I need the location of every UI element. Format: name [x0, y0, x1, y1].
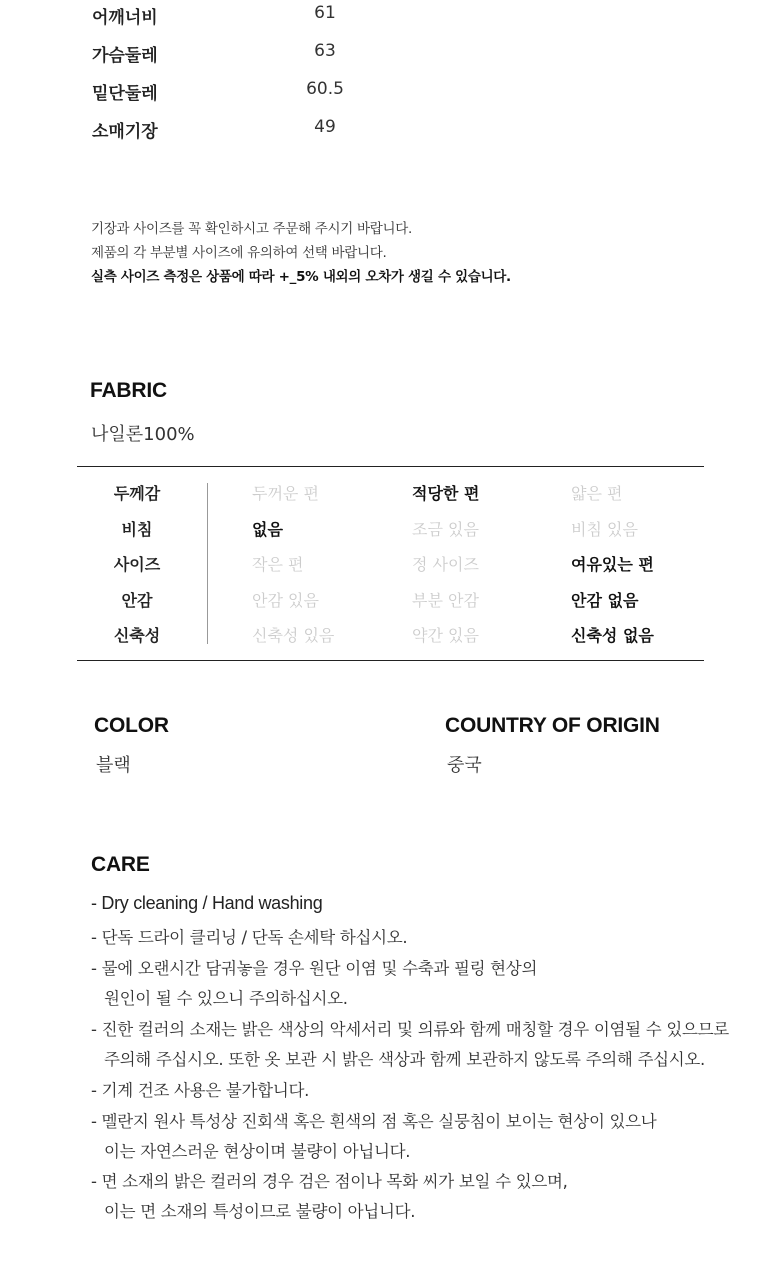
origin-value: 중국 [447, 755, 482, 776]
size-note-warning: 실측 사이즈 측정은 상품에 따라 +_5% 내외의 오차가 생길 수 있습니다. [91, 269, 511, 285]
measurement-label: 가슴둘레 [92, 46, 158, 66]
measurement-label: 소매기장 [92, 122, 158, 142]
property-option: 얇은 편 [571, 484, 623, 503]
property-option: 두꺼운 편 [252, 484, 319, 503]
property-label-lining: 안감 [121, 591, 153, 610]
grid-top-rule [77, 466, 704, 467]
care-line: 이는 자연스러운 현상이며 불량이 아닙니다. [104, 1142, 411, 1161]
size-note: 제품의 각 부분별 사이즈에 유의하여 선택 바랍니다. [91, 245, 387, 261]
color-value: 블랙 [96, 755, 131, 776]
property-option-selected: 여유있는 편 [571, 555, 654, 574]
property-label-size: 사이즈 [113, 555, 161, 574]
property-option-selected: 안감 없음 [571, 591, 639, 610]
grid-bottom-rule [77, 660, 704, 661]
care-line: 주의해 주십시오. 또한 옷 보관 시 밝은 색상과 함께 보관하지 않도록 주의해 주십시오. [104, 1050, 705, 1069]
color-title: COLOR [94, 714, 169, 737]
property-label-thickness: 두께감 [113, 484, 161, 503]
grid-divider [207, 483, 208, 644]
property-option: 정 사이즈 [412, 555, 479, 574]
care-line: - 물에 오랜시간 담궈놓을 경우 원단 이염 및 수축과 필링 현상의 [91, 959, 538, 978]
property-option-selected: 없음 [252, 520, 283, 539]
measurement-value: 63 [314, 41, 336, 61]
property-label-sheerness: 비침 [121, 520, 153, 539]
property-option: 신축성 있음 [252, 626, 335, 645]
property-option: 작은 편 [252, 555, 304, 574]
property-option: 비침 있음 [571, 520, 638, 539]
fabric-title: FABRIC [90, 379, 167, 402]
measurement-value: 49 [314, 117, 336, 137]
care-line: 원인이 될 수 있으니 주의하십시오. [104, 989, 348, 1008]
care-line: - Dry cleaning / Hand washing [91, 893, 323, 913]
property-option: 약간 있음 [412, 626, 479, 645]
care-line: 이는 면 소재의 특성이므로 불량이 아닙니다. [104, 1202, 416, 1221]
property-option-selected: 신축성 없음 [571, 626, 654, 645]
measurement-value: 60.5 [306, 79, 344, 99]
care-line: - 진한 컬러의 소재는 밝은 색상의 악세서리 및 의류와 함께 매칭할 경우 이염될 수 있으므로 [91, 1020, 729, 1039]
care-line: - 멜란지 원사 특성상 진회색 혹은 흰색의 점 혹은 실뭉침이 보이는 현상이 있으나 [91, 1112, 657, 1131]
property-option: 조금 있음 [412, 520, 479, 539]
property-option: 부분 안감 [412, 591, 479, 610]
property-option: 안감 있음 [252, 591, 319, 610]
care-line: - 단독 드라이 클리닝 / 단독 손세탁 하십시오. [91, 928, 408, 947]
care-title: CARE [91, 853, 150, 876]
care-line: - 기계 건조 사용은 불가합니다. [91, 1081, 310, 1100]
origin-title: COUNTRY OF ORIGIN [445, 714, 660, 737]
property-label-stretch: 신축성 [113, 626, 161, 645]
property-option-selected: 적당한 편 [412, 484, 480, 503]
care-line: - 면 소재의 밝은 컬러의 경우 검은 점이나 목화 씨가 보일 수 있으며, [91, 1172, 568, 1191]
measurement-label: 어깨너비 [92, 8, 158, 28]
measurement-value: 61 [314, 3, 336, 23]
fabric-value: 나일론100% [91, 424, 195, 445]
measurement-label: 밑단둘레 [92, 84, 158, 104]
size-note: 기장과 사이즈를 꼭 확인하시고 주문해 주시기 바랍니다. [91, 221, 412, 237]
